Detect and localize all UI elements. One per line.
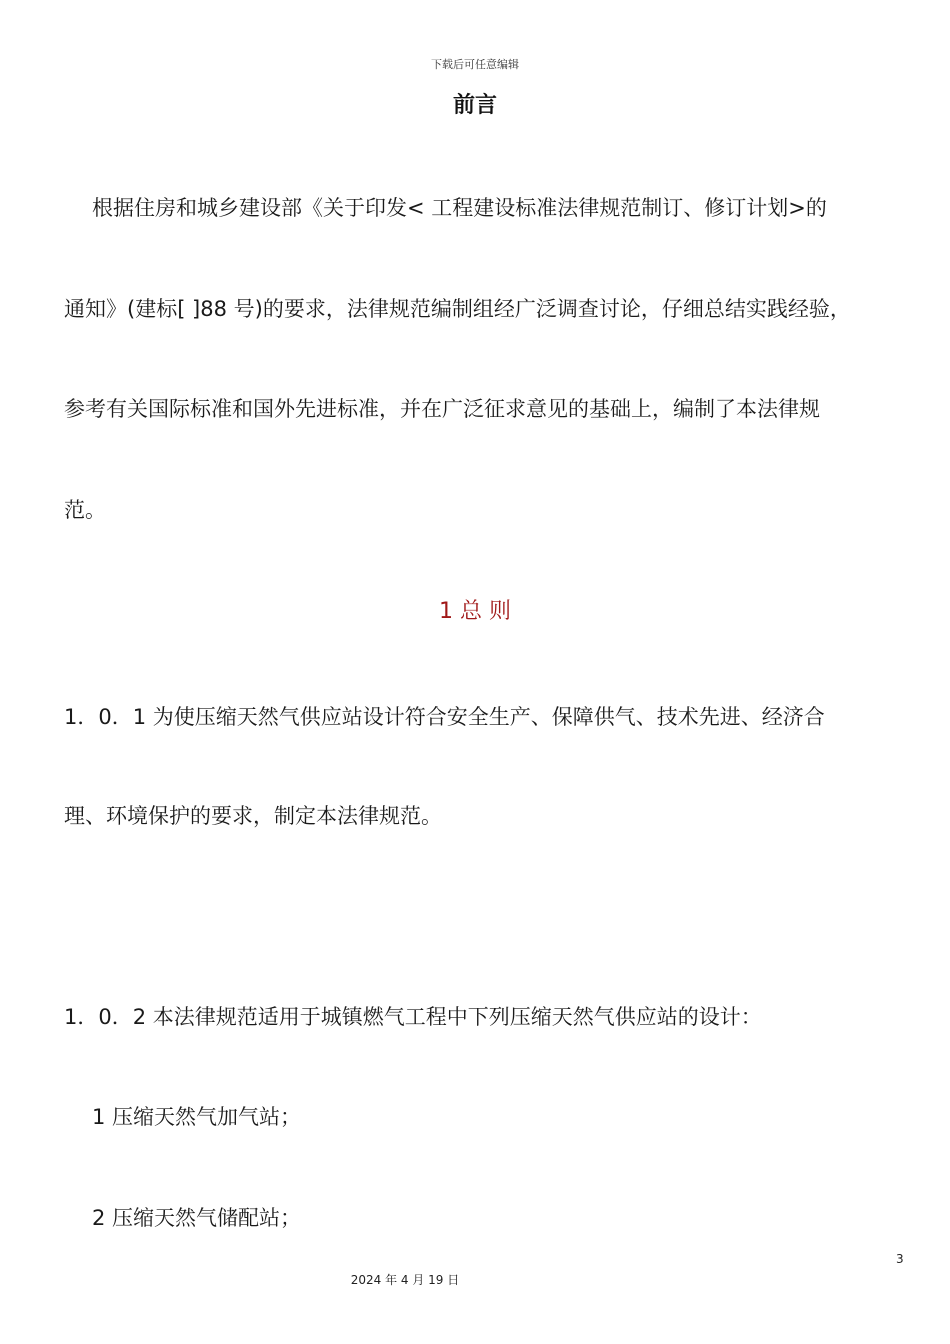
section-title: 1 总 则 bbox=[439, 599, 511, 624]
footer-date: 2024 年 4 月 19 日 bbox=[350, 1273, 460, 1287]
preface-line: 参考有关国际标准和国外先进标准，并在广泛征求意见的基础上，编制了本法律规 bbox=[64, 397, 820, 421]
preface-line: 范。 bbox=[64, 498, 106, 522]
clause-line: 1．0．1 为使压缩天然气供应站设计符合安全生产、保障供气、技术先进、经济合 bbox=[64, 705, 825, 729]
page-number: 3 bbox=[896, 1252, 904, 1266]
preface-line: 通知》(建标[ ]88 号)的要求，法律规范编制组经广泛调查讨论，仔细总结实践经验， bbox=[64, 297, 851, 321]
list-item: 1 压缩天然气加气站； bbox=[92, 1105, 302, 1129]
clause-line: 1．0．2 本法律规范适用于城镇燃气工程中下列压缩天然气供应站的设计： bbox=[64, 1005, 762, 1029]
preface-line: 根据住房和城乡建设部《关于印发< 工程建设标准法律规范制订、修订计划>的 bbox=[92, 196, 827, 220]
clause-line: 理、环境保护的要求，制定本法律规范。 bbox=[64, 804, 442, 828]
page-title: 前言 bbox=[452, 93, 497, 118]
header-note: 下载后可任意编辑 bbox=[431, 58, 519, 71]
list-item: 2 压缩天然气储配站； bbox=[92, 1206, 302, 1230]
